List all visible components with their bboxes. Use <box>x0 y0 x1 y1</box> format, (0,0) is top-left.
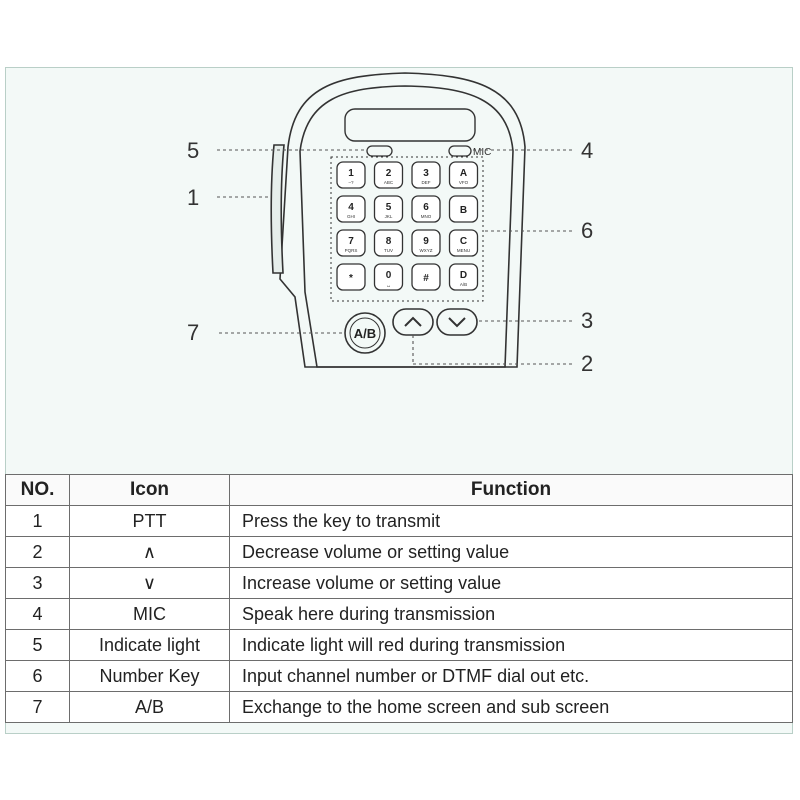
table-row <box>6 568 793 599</box>
callout-6: 6 <box>581 218 594 243</box>
row-function: Speak here during transmission <box>230 599 793 630</box>
table-row <box>6 661 793 692</box>
callout-5: 5 <box>187 138 200 163</box>
row-icon: A/B <box>70 692 230 723</box>
keypad-key[interactable] <box>450 162 478 188</box>
keypad-key-label: D <box>459 270 468 281</box>
table-row <box>6 692 793 723</box>
down-key[interactable] <box>437 309 477 335</box>
keypad-key-sublabel: DEF <box>421 180 431 185</box>
keypad-key[interactable] <box>412 230 440 256</box>
keypad-key-label: # <box>423 273 429 284</box>
keypad-key-sublabel: VFO <box>458 180 469 185</box>
keypad-key[interactable] <box>375 162 403 188</box>
keypad-key-label: A <box>459 168 468 179</box>
row-no: 5 <box>6 630 70 661</box>
callout-7: 7 <box>187 320 200 345</box>
row-no: 7 <box>6 692 70 723</box>
row-function: Exchange to the home screen and sub screen <box>230 692 793 723</box>
keypad-key-label: 6 <box>423 202 429 213</box>
microphone-diagram <box>5 67 793 467</box>
table-row <box>6 506 793 537</box>
keypad-key[interactable] <box>375 230 403 256</box>
keypad-key[interactable] <box>337 162 365 188</box>
row-icon: Number Key <box>70 661 230 692</box>
keypad-key-label: B <box>459 205 468 216</box>
header-function: Function <box>230 475 793 506</box>
chevron-up-icon <box>405 318 421 326</box>
microphone-drawing <box>5 67 793 467</box>
keypad-key-label: 9 <box>423 236 429 247</box>
row-icon: Indicate light <box>70 630 230 661</box>
chevron-down-icon <box>449 318 465 326</box>
row-function: Input channel number or DTMF dial out etc. <box>230 661 793 692</box>
keypad-key-label: 8 <box>385 236 392 247</box>
keypad-key[interactable] <box>337 230 365 256</box>
mic-body-outline <box>280 73 525 367</box>
keypad-key-label: 0 <box>385 270 392 281</box>
keypad-key-sublabel: MENU <box>456 248 471 253</box>
keypad-key-sublabel: A/B <box>459 282 468 287</box>
row-no: 4 <box>6 599 70 630</box>
keypad-key[interactable] <box>412 264 440 290</box>
keypad-key[interactable] <box>412 162 440 188</box>
keypad <box>337 162 478 290</box>
keypad-key[interactable] <box>337 264 365 290</box>
row-no: 1 <box>6 506 70 537</box>
callout-3: 3 <box>581 308 594 333</box>
keypad-key-sublabel: MNO <box>420 214 432 219</box>
header-no: NO. <box>6 475 70 506</box>
keypad-key[interactable] <box>450 196 478 222</box>
keypad-key-label: C <box>459 236 468 247</box>
keypad-key-label: * <box>349 273 353 284</box>
keypad-key-sublabel: WXYZ <box>419 248 433 253</box>
row-no: 2 <box>6 537 70 568</box>
indicator-light <box>367 146 392 156</box>
keypad-key-sublabel: GHI <box>346 214 356 219</box>
row-function: Press the key to transmit <box>230 506 793 537</box>
keypad-key-sublabel: PQRS <box>344 248 358 253</box>
keypad-key[interactable] <box>412 196 440 222</box>
row-function: Decrease volume or setting value <box>230 537 793 568</box>
row-function: Increase volume or setting value <box>230 568 793 599</box>
keypad-key-label: 1 <box>348 168 354 179</box>
row-icon: ∨ <box>70 568 230 599</box>
ab-key-label: A/B <box>353 326 377 341</box>
row-no: 3 <box>6 568 70 599</box>
keypad-key[interactable] <box>450 230 478 256</box>
table-row <box>6 630 793 661</box>
callout-4: 4 <box>581 138 594 163</box>
keypad-key-sublabel: –? <box>348 180 354 185</box>
keypad-key-sublabel: ␣ <box>387 282 390 287</box>
table-row <box>6 599 793 630</box>
callout-1: 1 <box>187 185 200 210</box>
row-icon: PTT <box>70 506 230 537</box>
keypad-key-sublabel: JKL <box>384 214 393 219</box>
mic-label: MIC <box>473 147 492 158</box>
keypad-key-sublabel: TUV <box>384 248 393 253</box>
table-row <box>6 537 793 568</box>
row-icon: ∧ <box>70 537 230 568</box>
up-key[interactable] <box>393 309 433 335</box>
keypad-key-label: 4 <box>348 202 354 213</box>
row-icon: MIC <box>70 599 230 630</box>
keypad-key[interactable] <box>450 264 478 290</box>
header-icon: Icon <box>70 475 230 506</box>
row-no: 6 <box>6 661 70 692</box>
keypad-key-label: 7 <box>348 236 354 247</box>
function-table <box>5 474 793 723</box>
table-header-row <box>6 475 793 506</box>
keypad-key[interactable] <box>337 196 365 222</box>
row-function: Indicate light will red during transmission <box>230 630 793 661</box>
keypad-key-label: 3 <box>423 168 429 179</box>
keypad-key-label: 5 <box>385 202 392 213</box>
keypad-key-sublabel: ABC <box>383 180 394 185</box>
mic-holes <box>449 146 471 156</box>
callout-2: 2 <box>581 351 594 376</box>
ptt-side-key[interactable] <box>271 145 284 273</box>
keypad-key[interactable] <box>375 196 403 222</box>
keypad-key-label: 2 <box>385 168 392 179</box>
display-window <box>345 109 475 141</box>
keypad-key[interactable] <box>375 264 403 290</box>
